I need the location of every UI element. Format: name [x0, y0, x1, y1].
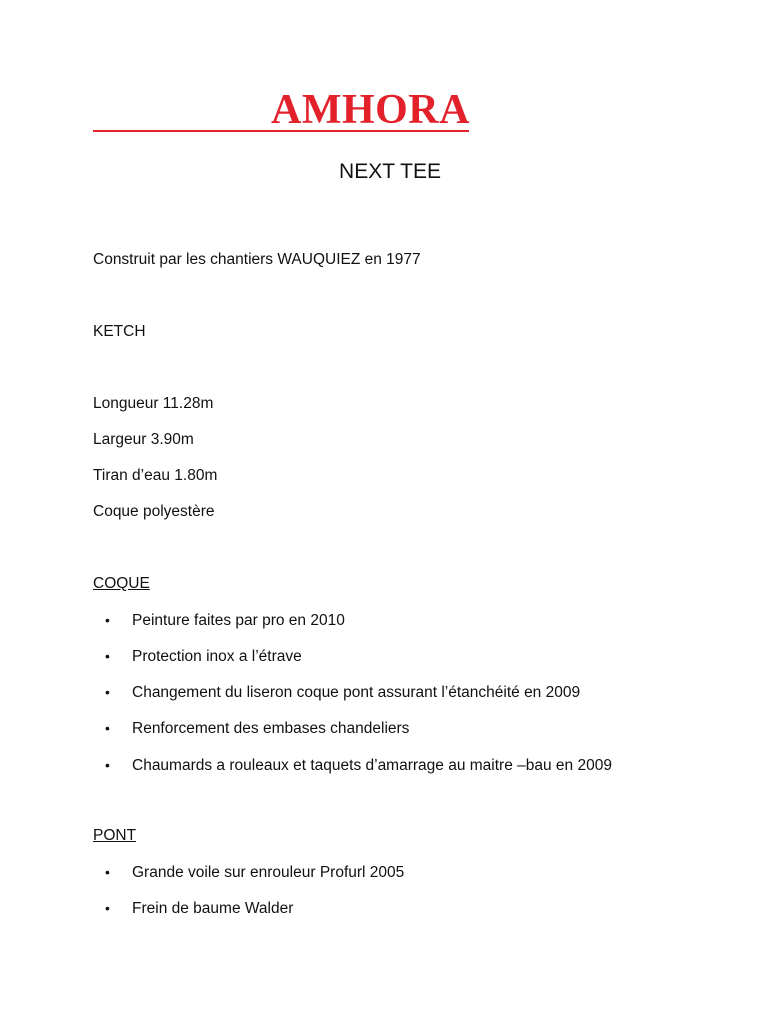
list-item-text: Frein de baume Walder — [132, 900, 294, 917]
document-subtitle: NEXT TEE — [339, 160, 441, 183]
list-item — [105, 682, 580, 703]
list-item — [105, 718, 409, 739]
list-item-text: Peinture faites par pro en 2010 — [132, 612, 345, 629]
spec-length: Longueur 11.28m — [93, 395, 214, 412]
bullet-icon: • — [105, 900, 110, 916]
list-item — [105, 898, 293, 919]
spec-hull: Coque polyestère — [93, 503, 215, 520]
list-item-text: Grande voile sur enrouleur Profurl 2005 — [132, 864, 405, 881]
spec-width: Largeur 3.90m — [93, 431, 194, 448]
bullet-icon: • — [105, 648, 110, 664]
list-item — [105, 646, 302, 667]
bullet-icon: • — [105, 612, 110, 628]
bullet-icon: • — [105, 720, 110, 736]
spec-draft: Tiran d’eau 1.80m — [93, 467, 218, 484]
list-item-text: Renforcement des embases chandeliers — [132, 720, 410, 737]
list-item-text: Protection inox a l’étrave — [132, 648, 302, 665]
list-item-text: Chaumards a rouleaux et taquets d’amarrage au maitre –bau en 2009 — [132, 757, 612, 774]
section-heading-coque: COQUE — [93, 575, 150, 592]
bullet-icon: • — [105, 864, 110, 880]
list-item-text: Changement du liseron coque pont assurant l’étanchéité en 2009 — [132, 684, 581, 701]
section-heading-pont: PONT — [93, 827, 137, 844]
document-title: AMHORA — [271, 87, 470, 133]
bullet-icon: • — [105, 684, 110, 700]
boat-type: KETCH — [93, 323, 146, 340]
list-item — [105, 610, 345, 631]
list-item — [105, 862, 404, 883]
bullet-icon: • — [105, 757, 110, 773]
list-item — [105, 755, 612, 776]
built-by-line: Construit par les chantiers WAUQUIEZ en 1977 — [93, 251, 421, 268]
